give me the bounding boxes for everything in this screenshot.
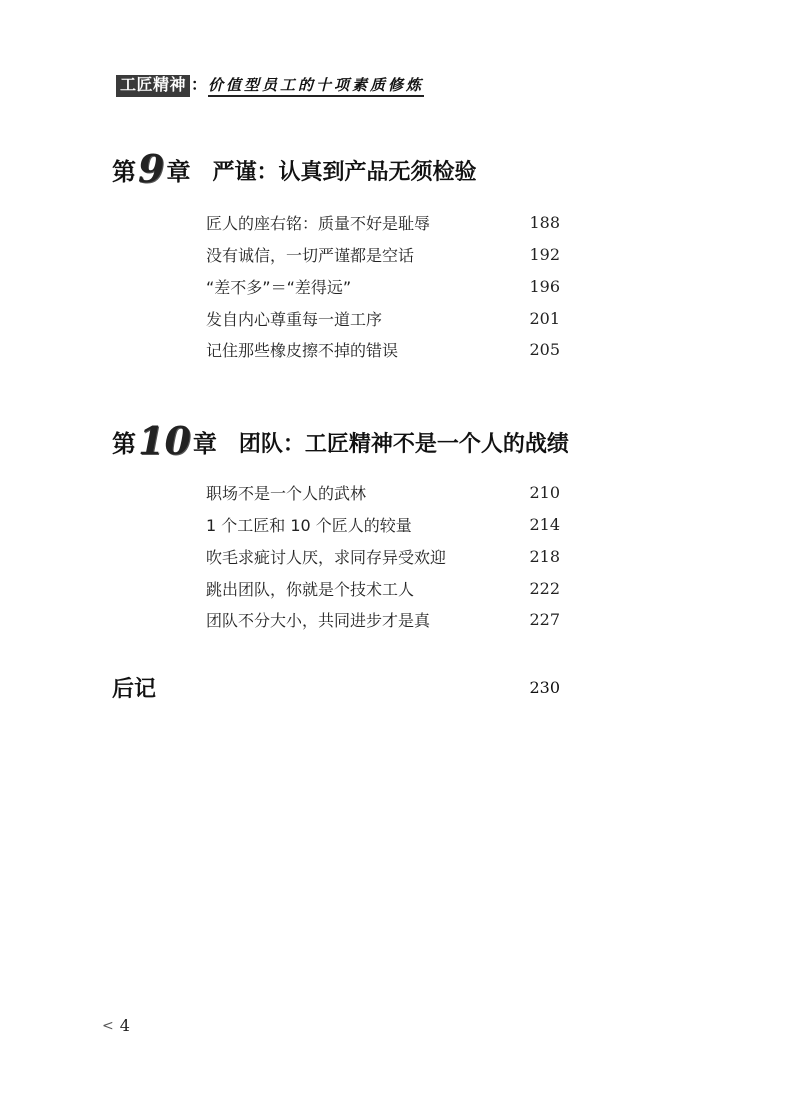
toc-entry-title: 发自内心尊重每一道工序: [206, 309, 383, 329]
afterword-page: 230: [529, 678, 560, 697]
afterword-entry[interactable]: [112, 672, 560, 703]
toc-entry[interactable]: [206, 302, 560, 334]
toc-entry-page: 218: [529, 546, 560, 566]
toc-entry-title: 匠人的座右铭：质量不好是耻辱: [206, 214, 431, 234]
toc-entry-page: 201: [529, 308, 560, 328]
chapter-title: 严谨：认真到产品无须检验: [212, 159, 477, 185]
chapter-title: 团队：工匠精神不是一个人的战绩: [238, 431, 569, 457]
chapter-prefix: 第: [112, 429, 136, 458]
toc-entry-title: 职场不是一个人的武林: [206, 484, 367, 504]
page-footer: [102, 1016, 130, 1035]
toc-entry-title: 记住那些橡皮擦不掉的错误: [206, 341, 399, 361]
toc-entry-page: 188: [529, 213, 560, 233]
running-header: [116, 75, 424, 97]
toc-entry-page: 192: [529, 245, 560, 265]
toc-entry-title: 没有诚信，一切严谨都是空话: [206, 246, 415, 266]
toc-entry-page: 196: [529, 276, 560, 296]
toc-entry-title: 跳出团队，你就是个技术工人: [206, 579, 415, 599]
afterword-title: 后记: [112, 676, 157, 702]
toc-entry-page: 222: [529, 578, 560, 598]
toc-entry[interactable]: [206, 271, 560, 303]
toc-entry-title: 团队不分大小，共同进步才是真: [206, 611, 431, 631]
chapter-number: 10: [138, 418, 191, 463]
toc-entry[interactable]: [206, 239, 560, 271]
toc-entry-title: 吹毛求疵讨人厌，求同存异受欢迎: [206, 547, 447, 567]
book-subtitle: 价值型员工的十项素质修炼: [208, 75, 424, 97]
toc-entry[interactable]: [206, 207, 560, 239]
toc-entry[interactable]: [206, 604, 560, 636]
chapter-number: 9: [138, 146, 165, 191]
toc-entry[interactable]: [206, 509, 560, 541]
book-title: 工匠精神: [116, 75, 190, 97]
toc-entry-page: 227: [529, 610, 560, 630]
toc-entry[interactable]: [206, 572, 560, 604]
toc-entry[interactable]: [206, 541, 560, 573]
toc-entry-title: “差不多”＝“差得远”: [206, 277, 352, 297]
chapter-10-section-list: [206, 477, 560, 636]
chevron-left-icon: <: [102, 1017, 114, 1034]
chapter-prefix: 第: [112, 157, 136, 186]
toc-entry-page: 205: [529, 340, 560, 360]
toc-entry[interactable]: [206, 477, 560, 509]
page-number: 4: [119, 1016, 130, 1035]
chapter-suffix: 章: [192, 429, 217, 458]
toc-entry-page: 210: [529, 483, 560, 503]
chapter-9-section-list: [206, 207, 560, 366]
chapter-heading-10: [112, 418, 569, 463]
toc-entry-title: 1 个工匠和 10 个匠人的较量: [206, 516, 412, 536]
toc-entry-page: 214: [529, 515, 560, 535]
chapter-suffix: 章: [166, 157, 191, 186]
chapter-heading-9: [112, 146, 477, 191]
toc-entry[interactable]: [206, 334, 560, 366]
header-separator: ：: [191, 75, 208, 94]
